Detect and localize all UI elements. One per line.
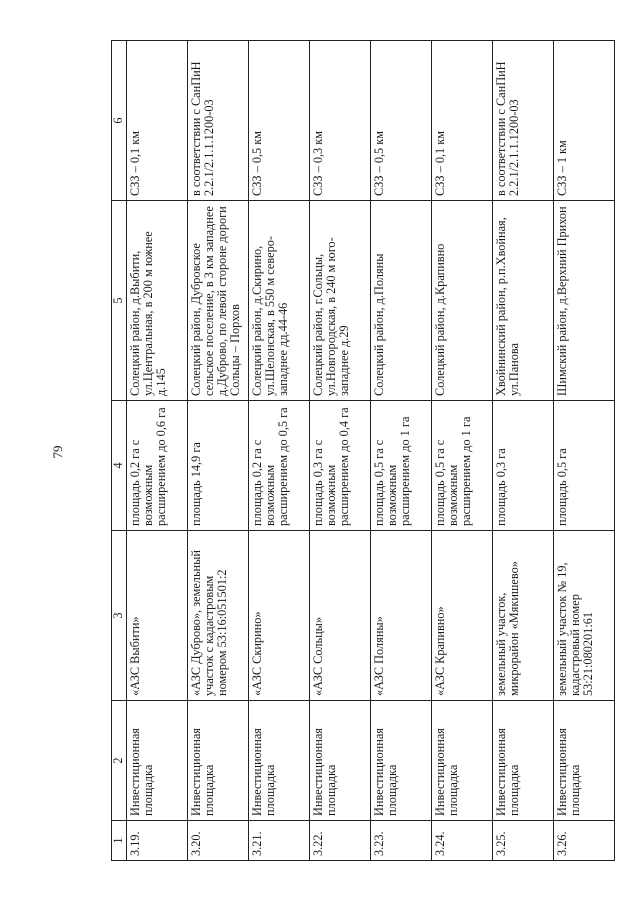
table-row — [249, 41, 310, 861]
cell-location: Хвойнинский район, р.п.Хвойная, ул.Панова — [493, 201, 554, 401]
cell-location: Солецкий район, Дубровское сельское поселение, в 3 км западнее д.Дуброво, по левой стороне дороги Сольцы – Порхов — [188, 201, 249, 401]
cell-name: «АЗС Крапивно» — [432, 531, 493, 701]
cell-name: земельный участок № 19, кадастровый номер 53:21:080201:61 — [554, 531, 615, 701]
table-row — [371, 41, 432, 861]
cell-type: Инвестиционная площадка — [310, 701, 371, 821]
cell-area: площадь 0,3 га с возможным расширением до 0,4 га — [310, 401, 371, 531]
cell-type: Инвестиционная площадка — [127, 701, 188, 821]
cell-number: 3.26. — [554, 821, 615, 861]
cell-number: 3.20. — [188, 821, 249, 861]
cell-type: Инвестиционная площадка — [493, 701, 554, 821]
cell-zone: в соответствии с СанПиН 2.2.1/2.1.1.1200-03 — [188, 41, 249, 201]
cell-location: Солецкий район, д.Крапивно — [432, 201, 493, 401]
cell-area: площадь 14,9 га — [188, 401, 249, 531]
cell-location: Солецкий район, д.Скирино, ул.Шелонская, в 550 м северо-западнее дд.44-46 — [249, 201, 310, 401]
header-row — [112, 41, 127, 861]
cell-location: Солецкий район, д.Поляны — [371, 201, 432, 401]
cell-zone: СЗЗ – 0,5 км — [249, 41, 310, 201]
cell-type: Инвестиционная площадка — [371, 701, 432, 821]
cell-name: «АЗС Выбити» — [127, 531, 188, 701]
cell-number: 3.23. — [371, 821, 432, 861]
header-cell-2: 2 — [112, 701, 127, 821]
cell-name: земельный участок, микрорайон «Мякишево» — [493, 531, 554, 701]
header-cell-6: 6 — [112, 41, 127, 201]
cell-type: Инвестиционная площадка — [554, 701, 615, 821]
cell-area: площадь 0,2 га с возможным расширением до 0,5 га — [249, 401, 310, 531]
cell-name: «АЗС Дуброво», земельный участок с кадастровым номером 53:16:051501:2 — [188, 531, 249, 701]
cell-location: Шимский район, д.Верхний Прихон — [554, 201, 615, 401]
cell-zone: СЗЗ – 0,3 км — [310, 41, 371, 201]
cell-name: «АЗС Сольцы» — [310, 531, 371, 701]
cell-zone: СЗЗ – 1 км — [554, 41, 615, 201]
cell-type: Инвестиционная площадка — [188, 701, 249, 821]
table-row — [554, 41, 615, 861]
cell-zone: СЗЗ – 0,5 км — [371, 41, 432, 201]
table-row — [432, 41, 493, 861]
table-row — [493, 41, 554, 861]
cell-area: площадь 0,2 га с возможным расширением до 0,6 га — [127, 401, 188, 531]
data-table — [111, 40, 615, 861]
header-cell-3: 3 — [112, 531, 127, 701]
cell-name: «АЗС Поляны» — [371, 531, 432, 701]
cell-area: площадь 0,5 га — [554, 401, 615, 531]
cell-zone: СЗЗ – 0,1 км — [432, 41, 493, 201]
page-number: 79 — [50, 445, 65, 459]
cell-zone: в соответствии с СанПиН 2.2.1/2.1.1.1200-03 — [493, 41, 554, 201]
cell-number: 3.19. — [127, 821, 188, 861]
cell-number: 3.25. — [493, 821, 554, 861]
table-row — [310, 41, 371, 861]
table-row — [188, 41, 249, 861]
cell-type: Инвестиционная площадка — [249, 701, 310, 821]
rotated-table-frame — [111, 41, 595, 861]
table-container — [111, 41, 595, 861]
header-cell-5: 5 — [112, 201, 127, 401]
table-body — [112, 41, 615, 861]
cell-area: площадь 0,5 га с возможным расширением до 1 га — [371, 401, 432, 531]
table-row — [127, 41, 188, 861]
cell-number: 3.22. — [310, 821, 371, 861]
cell-zone: СЗЗ – 0,1 км — [127, 41, 188, 201]
cell-area: площадь 0,3 га — [493, 401, 554, 531]
cell-location: Солецкий район, д.Выбити, ул.Центральная, в 200 м южнее д.145 — [127, 201, 188, 401]
cell-area: площадь 0,5 га с возможным расширением до 1 га — [432, 401, 493, 531]
cell-name: «АЗС Скирино» — [249, 531, 310, 701]
cell-number: 3.21. — [249, 821, 310, 861]
cell-location: Солецкий район, г.Сольцы, ул.Новгородская, в 240 м юго-западнее д.29 — [310, 201, 371, 401]
header-cell-1: 1 — [112, 821, 127, 861]
header-cell-4: 4 — [112, 401, 127, 531]
cell-number: 3.24. — [432, 821, 493, 861]
cell-type: Инвестиционная площадка — [432, 701, 493, 821]
